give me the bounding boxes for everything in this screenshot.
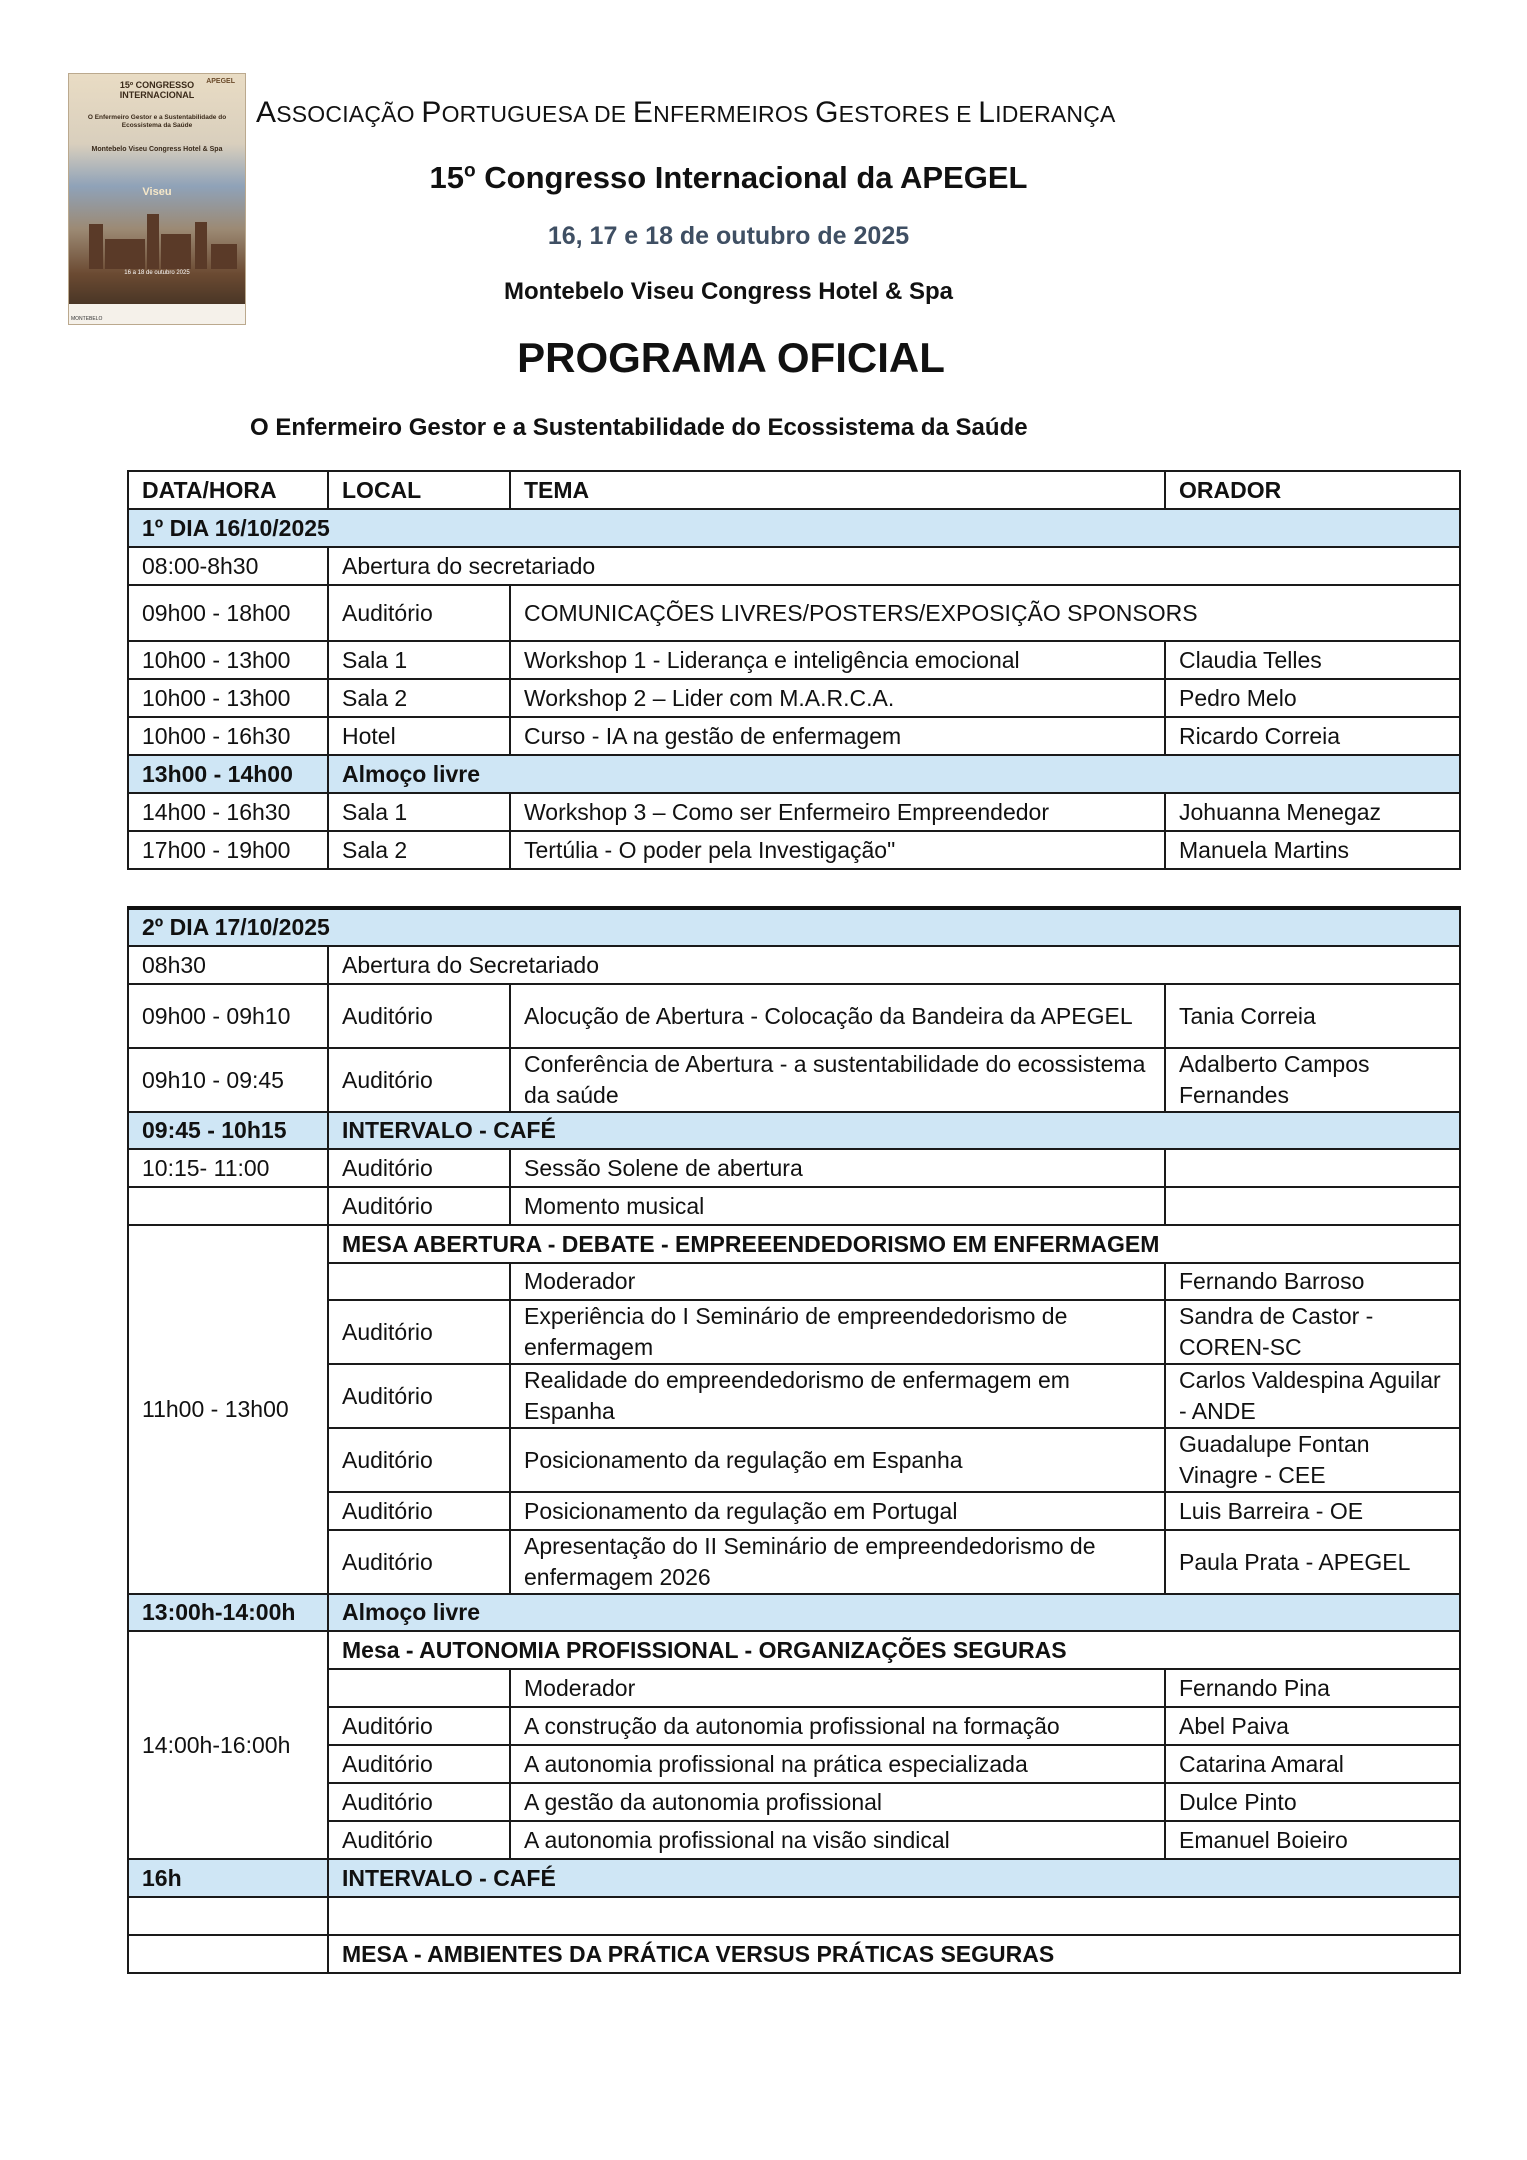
row-orador — [1165, 1149, 1460, 1187]
poster-title: 15º CONGRESSO INTERNACIONAL — [119, 80, 195, 100]
row-orador: Pedro Melo — [1165, 679, 1460, 717]
row-time: 09:45 - 10h15 — [128, 1112, 328, 1149]
session-title-row — [128, 1935, 1460, 1973]
table-row — [128, 1821, 1460, 1859]
session-title: Mesa - AUTONOMIA PROFISSIONAL - ORGANIZAÇÕES SEGURAS — [328, 1631, 1460, 1669]
row-time: 10:15- 11:00 — [128, 1149, 328, 1187]
poster-logo: APEGEL — [206, 78, 235, 85]
table-row — [128, 1492, 1460, 1530]
row-tema: Conferência de Abertura - a sustentabilidade do ecossistema da saúde — [510, 1048, 1165, 1112]
day-header-row — [128, 908, 1460, 946]
table-row — [128, 831, 1460, 869]
row-time: 09h00 - 18h00 — [128, 585, 328, 641]
row-local — [328, 1669, 510, 1707]
table-row — [128, 641, 1460, 679]
row-orador: Tania Correia — [1165, 984, 1460, 1048]
row-time: 10h00 - 13h00 — [128, 679, 328, 717]
break-row — [128, 1859, 1460, 1897]
row-orador: Paula Prata - APEGEL — [1165, 1530, 1460, 1594]
row-orador: Johuanna Menegaz — [1165, 793, 1460, 831]
association-name: ASSOCIAÇÃO PORTUGUESA DE ENFERMEIROS GESTORES E LIDERANÇA — [256, 96, 1116, 129]
row-orador: Guadalupe Fontan Vinagre - CEE — [1165, 1428, 1460, 1492]
table-row — [128, 1707, 1460, 1745]
row-local: Auditório — [328, 1187, 510, 1225]
row-orador: Dulce Pinto — [1165, 1783, 1460, 1821]
row-tema: Alocução de Abertura - Colocação da Bandeira da APEGEL — [510, 984, 1165, 1048]
row-local: Auditório — [328, 585, 510, 641]
header-local: LOCAL — [328, 471, 510, 509]
table-header-row — [128, 471, 1460, 509]
row-orador: Emanuel Boieiro — [1165, 1821, 1460, 1859]
row-local: Auditório — [328, 1530, 510, 1594]
table-row — [128, 1530, 1460, 1594]
lunch-row — [128, 1594, 1460, 1631]
congress-venue: Montebelo Viseu Congress Hotel & Spa — [504, 278, 953, 305]
row-label: Almoço livre — [328, 755, 1460, 793]
row-tema: A autonomia profissional na visão sindical — [510, 1821, 1165, 1859]
table-row — [128, 679, 1460, 717]
table-row — [128, 1263, 1460, 1300]
page-title: PROGRAMA OFICIAL — [517, 334, 945, 381]
row-tema: A autonomia profissional na prática especializada — [510, 1745, 1165, 1783]
row-orador: Ricardo Correia — [1165, 717, 1460, 755]
row-tema: Workshop 1 - Liderança e inteligência emocional — [510, 641, 1165, 679]
row-tema: Sessão Solene de abertura — [510, 1149, 1165, 1187]
table-row — [128, 1300, 1460, 1364]
poster-footer: MONTEBELO — [71, 316, 103, 322]
row-tema: Curso - IA na gestão de enfermagem — [510, 717, 1165, 755]
row-local — [328, 1897, 1460, 1935]
row-tema: COMUNICAÇÕES LIVRES/POSTERS/EXPOSIÇÃO SPONSORS — [510, 585, 1460, 641]
row-orador: Claudia Telles — [1165, 641, 1460, 679]
row-orador: Fernando Pina — [1165, 1669, 1460, 1707]
row-local: Sala 2 — [328, 831, 510, 869]
row-time: 09h00 - 09h10 — [128, 984, 328, 1048]
day1-label: 1º DIA 16/10/2025 — [128, 509, 1460, 547]
row-time: 10h00 - 16h30 — [128, 717, 328, 755]
table-row — [128, 1745, 1460, 1783]
header-date: DATA/HORA — [128, 471, 328, 509]
row-time: 13:00h-14:00h — [128, 1594, 328, 1631]
schedule-table-day1 — [127, 470, 1461, 870]
row-tema: Posicionamento da regulação em Espanha — [510, 1428, 1165, 1492]
row-orador: Fernando Barroso — [1165, 1263, 1460, 1300]
row-local: Auditório — [328, 1707, 510, 1745]
row-time — [128, 1187, 328, 1225]
row-local — [328, 1263, 510, 1300]
row-orador: Abel Paiva — [1165, 1707, 1460, 1745]
session-title: MESA - AMBIENTES DA PRÁTICA VERSUS PRÁTICAS SEGURAS — [328, 1935, 1460, 1973]
row-local: Abertura do Secretariado — [328, 946, 1460, 984]
schedule-table-day2 — [127, 906, 1461, 1974]
break-row — [128, 1112, 1460, 1149]
row-time: 13h00 - 14h00 — [128, 755, 328, 793]
row-tema: Workshop 2 – Lider com M.A.R.C.A. — [510, 679, 1165, 717]
row-local: Hotel — [328, 717, 510, 755]
row-label: Almoço livre — [328, 1594, 1460, 1631]
table-row — [128, 1783, 1460, 1821]
row-label: INTERVALO - CAFÉ — [328, 1112, 1460, 1149]
row-time — [128, 1935, 328, 1973]
table-row — [128, 585, 1460, 641]
row-local: Sala 2 — [328, 679, 510, 717]
row-time: 14:00h-16:00h — [128, 1631, 328, 1859]
congress-title: 15$^o$ Congresso Internacional da APEGEL — [429, 160, 1028, 195]
poster-venue: Montebelo Viseu Congress Hotel & Spa — [91, 146, 223, 153]
row-local: Auditório — [328, 1364, 510, 1428]
row-tema: Realidade do empreendedorismo de enfermagem em Espanha — [510, 1364, 1165, 1428]
row-label: INTERVALO - CAFÉ — [328, 1859, 1460, 1897]
row-time — [128, 1897, 328, 1935]
row-orador — [1165, 1187, 1460, 1225]
row-tema: Moderador — [510, 1669, 1165, 1707]
row-orador: Carlos Valdespina Aguilar - ANDE — [1165, 1364, 1460, 1428]
row-tema: Workshop 3 – Como ser Enfermeiro Empreendedor — [510, 793, 1165, 831]
session-title: MESA ABERTURA - DEBATE - EMPREEENDEDORISMO EM ENFERMAGEM — [328, 1225, 1460, 1263]
table-row — [128, 1048, 1460, 1112]
row-time: 08h30 — [128, 946, 328, 984]
table-row — [128, 717, 1460, 755]
row-time: 14h00 - 16h30 — [128, 793, 328, 831]
row-tema: Experiência do I Seminário de empreendedorismo de enfermagem — [510, 1300, 1165, 1364]
table-row — [128, 547, 1460, 585]
poster-dates: 16 a 18 de outubro 2025 — [124, 270, 190, 276]
day2-label: 2º DIA 17/10/2025 — [128, 908, 1460, 946]
row-local: Sala 1 — [328, 641, 510, 679]
table-row — [128, 1897, 1460, 1935]
table-row — [128, 1669, 1460, 1707]
row-tema: A construção da autonomia profissional na formação — [510, 1707, 1165, 1745]
row-local: Auditório — [328, 1428, 510, 1492]
row-orador: Manuela Martins — [1165, 831, 1460, 869]
row-local: Sala 1 — [328, 793, 510, 831]
row-orador: Adalberto Campos Fernandes — [1165, 1048, 1460, 1112]
congress-dates: 16, 17 e 18 de outubro de 2025 — [547, 222, 910, 250]
row-tema: Posicionamento da regulação em Portugal — [510, 1492, 1165, 1530]
row-tema: A gestão da autonomia profissional — [510, 1783, 1165, 1821]
row-local: Auditório — [328, 1492, 510, 1530]
table-row — [128, 946, 1460, 984]
table-row — [128, 1364, 1460, 1428]
row-time: 11h00 - 13h00 — [128, 1225, 328, 1594]
table-row — [128, 1149, 1460, 1187]
row-time: 10h00 - 13h00 — [128, 641, 328, 679]
row-tema: Tertúlia - O poder pela Investigação" — [510, 831, 1165, 869]
row-local: Auditório — [328, 1783, 510, 1821]
row-time: 08:00-8h30 — [128, 547, 328, 585]
row-local: Auditório — [328, 1745, 510, 1783]
header-tema: TEMA — [510, 471, 1165, 509]
row-local: Auditório — [328, 1821, 510, 1859]
row-tema: Moderador — [510, 1263, 1165, 1300]
congress-theme: O Enfermeiro Gestor e a Sustentabilidade do Ecossistema da Saúde — [250, 414, 1028, 441]
row-tema: Momento musical — [510, 1187, 1165, 1225]
table-row — [128, 984, 1460, 1048]
session-title-row — [128, 1225, 1460, 1263]
row-local: Auditório — [328, 984, 510, 1048]
row-tema: Apresentação do II Seminário de empreendedorismo de enfermagem 2026 — [510, 1530, 1165, 1594]
lunch-row — [128, 755, 1460, 793]
row-orador: Luis Barreira - OE — [1165, 1492, 1460, 1530]
row-local: Auditório — [328, 1300, 510, 1364]
row-local: Abertura do secretariado — [328, 547, 1460, 585]
row-local: Auditório — [328, 1149, 510, 1187]
table-row — [128, 1187, 1460, 1225]
header-orador: ORADOR — [1165, 471, 1460, 509]
row-time: 09h10 - 09:45 — [128, 1048, 328, 1112]
table-row — [128, 793, 1460, 831]
table-row — [128, 1428, 1460, 1492]
day-header-row — [128, 509, 1460, 547]
poster-city: Viseu — [142, 186, 172, 198]
row-time: 17h00 - 19h00 — [128, 831, 328, 869]
row-local: Auditório — [328, 1048, 510, 1112]
row-orador: Catarina Amaral — [1165, 1745, 1460, 1783]
poster-subtitle: O Enfermeiro Gestor e a Sustentabilidade do Ecossistema da Saúde — [87, 114, 227, 129]
row-time: 16h — [128, 1859, 328, 1897]
row-orador: Sandra de Castor - COREN-SC — [1165, 1300, 1460, 1364]
session-title-row — [128, 1631, 1460, 1669]
